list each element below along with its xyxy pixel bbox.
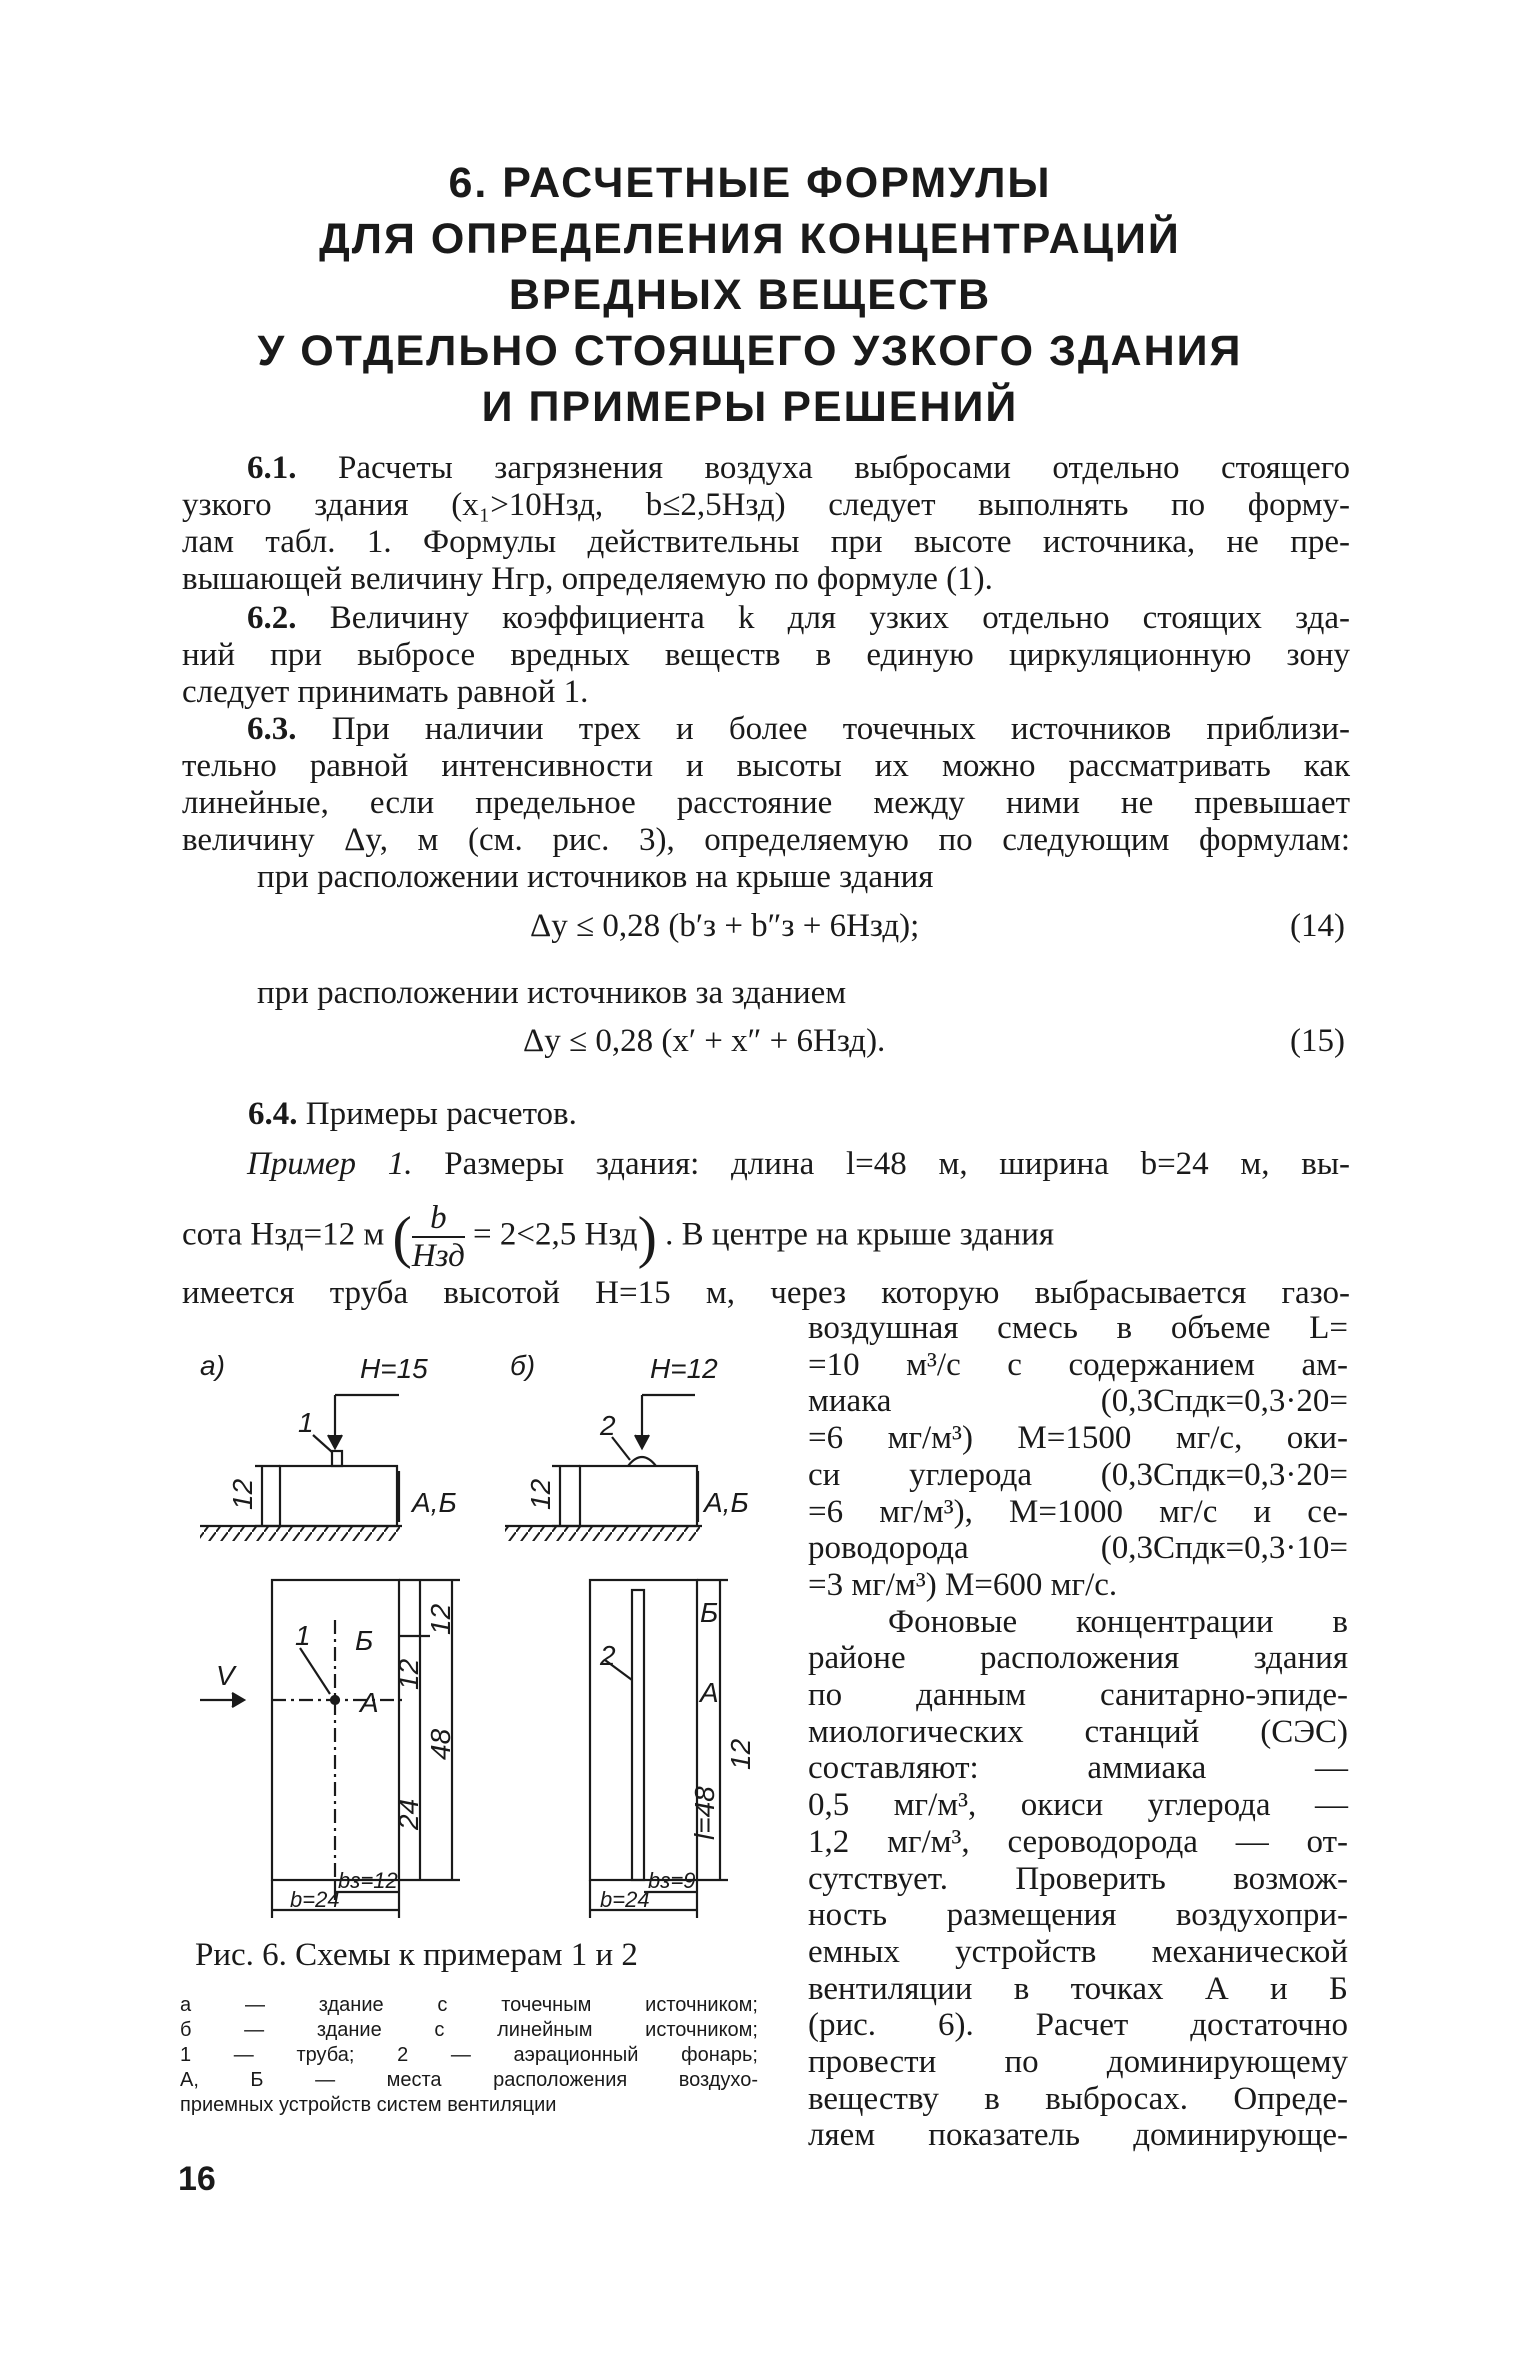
text-line: сота Hзд=12 м xyxy=(182,1216,385,1253)
label-point-a: А xyxy=(360,1687,379,1718)
text-line: ляем показатель доминирующе- xyxy=(808,2117,1348,2154)
text-line: вышающей величину Hгр, определяемую по формуле (1). xyxy=(182,561,993,597)
formula-14: Δy ≤ 0,28 (b′з + b″з + 6Hзд); xyxy=(530,908,920,944)
fraction-numerator: b xyxy=(412,1200,465,1238)
text-line: 1,2 мг/м³, сероводорода — от- xyxy=(808,1823,1348,1860)
text-line: =6 мг/м³), M=1000 мг/с и се- xyxy=(808,1493,1348,1530)
section-number: 6.3. xyxy=(247,711,297,747)
equation-number-15: (15) xyxy=(1290,1023,1345,1059)
text-line: . В центре на крыше здания xyxy=(665,1216,1055,1253)
text-line: миака (0,3Cпдк=0,3·20= xyxy=(808,1383,1348,1420)
text-line: составляют: аммиака — xyxy=(808,1750,1348,1787)
text-line: по данным санитарно-эпиде- xyxy=(808,1677,1348,1714)
plan-a xyxy=(200,1580,460,1918)
label-ab-b: А,Б xyxy=(704,1487,749,1518)
example-1 xyxy=(182,1146,1350,1183)
label-pipe: 1 xyxy=(298,1407,314,1438)
text-line: (рис. 6). Расчет достаточно xyxy=(808,2007,1348,2044)
text-line: Примеры расчетов. xyxy=(305,1096,577,1132)
label-bz12: bз=12 xyxy=(338,1868,398,1893)
text-line: Фоновые концентрации в xyxy=(888,1603,1348,1640)
text-line: районе расположения здания xyxy=(808,1640,1348,1677)
label-dim-12-top: 12 xyxy=(425,1603,456,1635)
text-line: 0,5 мг/м³, окиси углерода — xyxy=(808,1787,1348,1824)
text-line: ность размещения воздухопри- xyxy=(808,1897,1348,1934)
title-line: У ОТДЕЛЬНО СТОЯЩЕГО УЗКОГО ЗДАНИЯ xyxy=(257,327,1243,375)
title-line: ДЛЯ ОПРЕДЕЛЕНИЯ КОНЦЕНТРАЦИЙ xyxy=(319,215,1181,263)
text-line: вентиляции в точках А и Б xyxy=(808,1970,1348,2007)
text-line: линейные, если предельное расстояние между ними не превышает xyxy=(182,785,1350,821)
paragraph-6-4 xyxy=(248,1096,1048,1133)
section-number: 6.2. xyxy=(247,600,297,636)
page-number: 16 xyxy=(178,2160,216,2198)
label-b24-b: b=24 xyxy=(600,1887,650,1912)
text-line: тельно равной интенсивности и высоты их можно рассматривать как xyxy=(182,748,1350,784)
label-l48: l=48 xyxy=(689,1786,720,1840)
formula-15: Δy ≤ 0,28 (x′ + x″ + 6Hзд). xyxy=(523,1023,886,1059)
legend-line: приемных устройств систем вентиляции xyxy=(180,2094,557,2116)
example-1-fraction-line: сота Hзд=12 м ( b Hзд = 2<2,5 Hзд) . В центре на крыше здания xyxy=(182,1200,1055,1274)
figure-6-diagram xyxy=(180,1340,780,1920)
legend-line: б — здание с линейным источником; xyxy=(180,2019,758,2041)
example-label: Пример 1. xyxy=(247,1146,413,1182)
legend-line: а — здание с точечным источником; xyxy=(180,1994,758,2016)
label-h12: H=12 xyxy=(650,1353,718,1384)
example-1-continued xyxy=(182,1275,1350,1312)
label-h15: H=15 xyxy=(360,1353,428,1384)
text-line: =6 мг/м³) M=1500 мг/с, оки- xyxy=(808,1420,1348,1457)
section-number: 6.1. xyxy=(247,450,297,486)
label-a: а) xyxy=(200,1350,225,1381)
title-line: И ПРИМЕРЫ РЕШЕНИЙ xyxy=(481,383,1019,431)
text-line: лам табл. 1. Формулы действительны при высоте источника, не пре- xyxy=(182,524,1350,560)
text-line: роводорода (0,3Cпдк=0,3·10= xyxy=(808,1530,1348,1567)
figure-legend xyxy=(180,1993,758,2118)
text-line: Расчеты загрязнения воздуха выбросами отдельно стоящего xyxy=(337,450,1350,486)
label-point-b-b: Б xyxy=(700,1597,719,1628)
text-line: сутствует. Проверить возмож- xyxy=(808,1860,1348,1897)
text-line: си углерода (0,3Cпдк=0,3·20= xyxy=(808,1456,1348,1493)
label-dim-12-b: 12 xyxy=(725,1738,756,1770)
text-line: ний при выбросе вредных веществ в единую циркуляционную зону xyxy=(182,637,1350,673)
label-wind: V xyxy=(216,1660,235,1691)
label-bz9: bз=9 xyxy=(648,1868,696,1893)
label-height-12-b: 12 xyxy=(525,1478,556,1510)
figure-caption: Рис. 6. Схемы к примерам 1 и 2 xyxy=(195,1937,638,1973)
paragraph-6-1 xyxy=(182,450,1350,598)
paragraph-6-3 xyxy=(182,711,1350,896)
text-line: узкого здания (x₁>10Hзд, b≤2,5Hзд) следует выполнять по форму- xyxy=(182,487,1350,523)
label-b24-a: b=24 xyxy=(290,1887,340,1912)
label-b: б) xyxy=(510,1350,536,1381)
label-pipe-plan: 1 xyxy=(295,1620,311,1651)
label-lantern-plan: 2 xyxy=(600,1640,616,1671)
text-line: емных устройств механической xyxy=(808,1933,1348,1970)
label-dim-12-mid: 12 xyxy=(393,1658,424,1690)
label-ab-a: А,Б xyxy=(412,1487,457,1518)
text-line: воздушная смесь в объеме L= xyxy=(808,1310,1348,1346)
legend-line: 1 — труба; 2 — аэрационный фонарь; xyxy=(180,2044,758,2066)
label-height-12-a: 12 xyxy=(227,1478,258,1510)
text-line: величину Δy, м (см. рис. 3), определяемую по следующим формулам: xyxy=(182,822,1350,858)
paragraph-6-2 xyxy=(182,600,1350,711)
title-line: ВРЕДНЫХ ВЕЩЕСТВ xyxy=(508,271,992,319)
right-column-text xyxy=(808,1310,1348,2154)
text-line: веществу в выбросах. Опреде- xyxy=(808,2080,1348,2117)
text-line: миологических станций (СЭС) xyxy=(808,1713,1348,1750)
text-line: при расположении источников на крыше здания xyxy=(257,859,934,895)
title-line: 6. РАСЧЕТНЫЕ ФОРМУЛЫ xyxy=(448,159,1052,207)
fraction-rest: = 2<2,5 Hзд xyxy=(473,1216,638,1253)
label-dim-24: 24 xyxy=(393,1798,424,1830)
text-line: Величину коэффициента k для узких отдельно стоящих зда- xyxy=(329,600,1351,636)
chapter-title xyxy=(150,155,1350,435)
text-line: имеется труба высотой H=15 м, через которую выбрасывается газо- xyxy=(182,1275,1350,1311)
text-line: =3 мг/м³) M=600 мг/с. xyxy=(808,1566,1118,1603)
label-point-b: Б xyxy=(355,1625,374,1656)
text-line: При наличии трех и более точечных источников приблизи- xyxy=(331,711,1351,747)
text-line: =10 м³/с с содержанием ам- xyxy=(808,1346,1348,1383)
equation-number-14: (14) xyxy=(1290,908,1345,944)
label-lantern: 2 xyxy=(600,1410,616,1441)
legend-line: А, Б — места расположения воздухо- xyxy=(180,2069,758,2091)
label-dim-48: 48 xyxy=(425,1728,456,1760)
fraction-denominator: Hзд xyxy=(411,1238,465,1274)
text-line: Размеры здания: длина l=48 м, ширина b=24 м, вы- xyxy=(444,1146,1351,1182)
text-line: провести по доминирующему xyxy=(808,2044,1348,2081)
text-line: при расположении источников за зданием xyxy=(257,975,847,1011)
label-point-a-b: А xyxy=(700,1677,719,1708)
text-line: следует принимать равной 1. xyxy=(182,674,589,710)
section-number: 6.4. xyxy=(248,1096,298,1132)
